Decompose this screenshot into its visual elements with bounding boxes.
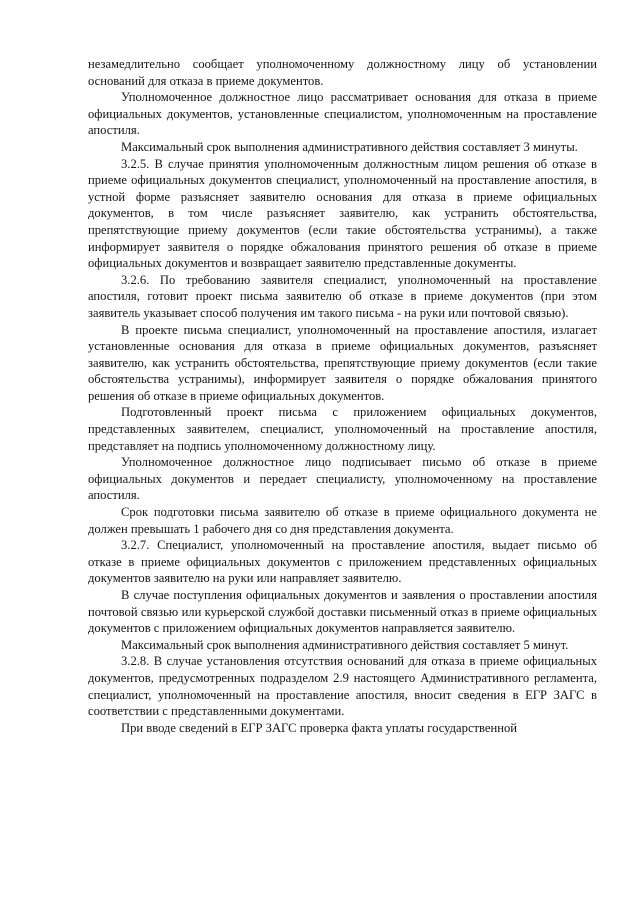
paragraph-3-2-8: 3.2.8. В случае установления отсутствия оснований для отказа в приеме официальных документов, предусмотренных подразделом 2.9 настоящего Административного регламента, специалист, уполномоченный на проставление апостиля, вносит сведения в ЕГР ЗАГС в соответствии с представленными документами.	[88, 654, 597, 719]
paragraph-signing: Уполномоченное должностное лицо подписывает письмо об отказе в приеме официальных документов и передает специалисту, уполномоченному на проставление апостиля.	[88, 455, 597, 503]
paragraph-review-of-grounds: Уполномоченное должностное лицо рассматривает основания для отказа в приеме официальных документов, установленные специалистом, уполномоченным на проставление апостиля.	[88, 90, 597, 138]
paragraph-letter-deadline: Срок подготовки письма заявителю об отказе в приеме официального документа не должен превышать 1 рабочего дня со дня представления документа.	[88, 505, 597, 536]
paragraph-time-limit-3-min: Максимальный срок выполнения административного действия составляет 3 минуты.	[121, 139, 578, 154]
paragraph-3-2-7: 3.2.7. Специалист, уполномоченный на проставление апостиля, выдает письмо об отказе в приеме официальных документов с приложением представленных официальных документов заявителю на руки или направляет заявителю.	[88, 538, 597, 586]
paragraph-postal-delivery: В случае поступления официальных документов и заявления о проставлении апостиля почтовой связью или курьерской службой доставки письменный отказ в приеме официальных документов с приложением официальных документов направляется заявителю.	[88, 588, 597, 636]
paragraph-egr-zags-entry: При вводе сведений в ЕГР ЗАГС проверка факта уплаты государственной	[121, 720, 518, 735]
paragraph-3-2-5: 3.2.5. В случае принятия уполномоченным должностным лицом решения об отказе в приеме официальных документов специалист, уполномоченный на проставление апостиля, в устной форме разъясняет заявителю основания для отказа в приеме официальных документов, в том числе разъясняет заявителю, как устранить обстоятельства, препятствующие приему документов (если такие обстоятельства устранимы), а также информирует заявителя о порядке обжалования принятого решения об отказе в приеме официальных документов и возвращает заявителю представленные документы.	[88, 156, 597, 271]
paragraph-continuation: незамедлительно сообщает уполномоченному должностному лицу об установлении оснований для отказа в приеме документов.	[88, 57, 597, 88]
paragraph-draft-for-signature: Подготовленный проект письма с приложением официальных документов, представленных заявителем, специалист, уполномоченный на проставление апостиля, представляет на подпись уполномоченному должностному лицу.	[88, 405, 597, 453]
paragraph-time-limit-5-min: Максимальный срок выполнения административного действия составляет 5 минут.	[121, 637, 569, 652]
paragraph-letter-draft: В проекте письма специалист, уполномоченный на проставление апостиля, излагает установленные основания для отказа в приеме официальных документов, разъясняет заявителю, как устранить обстоятельства, препятствующие приему документов (если такие обстоятельства устранимы), информирует заявителя о порядке обжалования принятого решения об отказе в приеме официальных документов.	[88, 322, 597, 403]
paragraph-3-2-6: 3.2.6. По требованию заявителя специалист, уполномоченный на проставление апостиля, готовит проект письма заявителю об отказе в приеме документов (при этом заявитель указывает способ получения им такого письма - на руки или почтовой связью).	[88, 272, 597, 320]
document-page	[88, 56, 597, 736]
